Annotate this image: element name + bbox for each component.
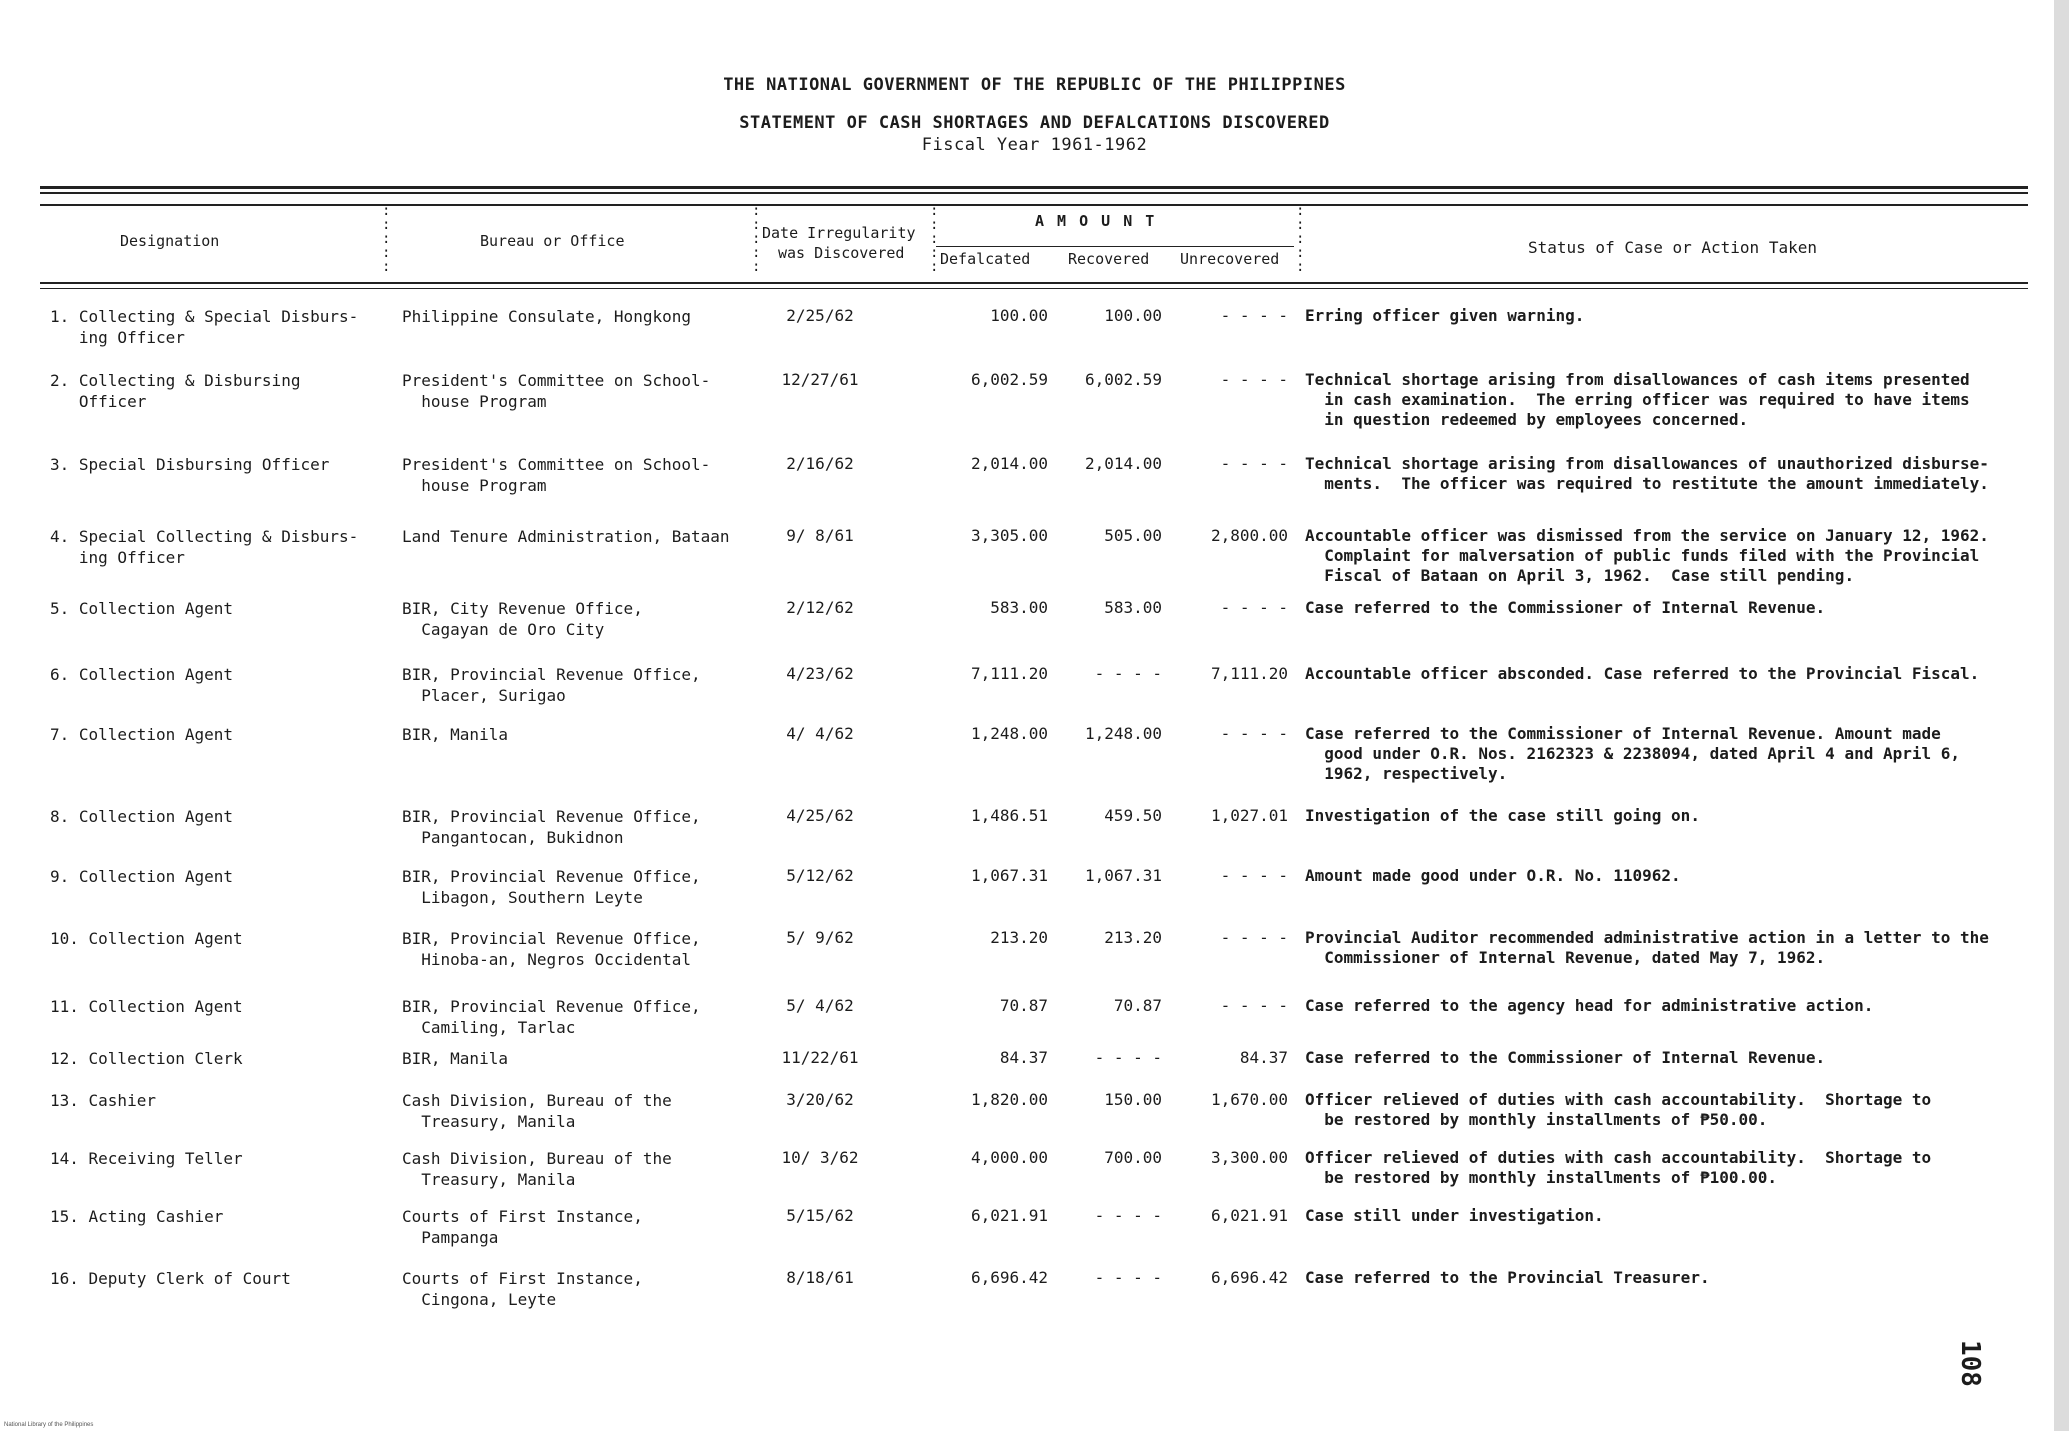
row-amount-defalcated: 583.00 bbox=[990, 598, 1048, 617]
col-recovered-header: Recovered bbox=[1068, 250, 1150, 268]
col-defalcated-header: Defalcated bbox=[940, 250, 1031, 268]
row-amount-unrecovered: 6,021.91 bbox=[1210, 1206, 1288, 1225]
row-designation: 16. Deputy Clerk of Court bbox=[50, 1269, 291, 1288]
row-date-discovered: 11/22/61 bbox=[781, 1048, 859, 1067]
row-amount-unrecovered: 7,111.20 bbox=[1210, 664, 1288, 683]
row-designation: 15. Acting Cashier bbox=[50, 1207, 224, 1226]
row-bureau: BIR, Manila bbox=[402, 725, 508, 744]
row-designation: 5. Collection Agent bbox=[50, 599, 234, 618]
row-status: Case referred to the Commissioner of Internal Revenue. bbox=[1305, 598, 1826, 617]
column-separator: : : : : : bbox=[752, 203, 761, 275]
row-bureau: BIR, Provincial Revenue Office, Placer, Surigao bbox=[402, 665, 701, 705]
row-amount-defalcated: 70.87 bbox=[999, 996, 1048, 1015]
page-number: 108 bbox=[1955, 1340, 1985, 1387]
header-rule-top-3 bbox=[40, 204, 2028, 206]
col-amount-header: A M O U N T bbox=[1035, 212, 1157, 230]
row-date-discovered: 5/ 9/62 bbox=[786, 928, 854, 947]
amount-group-rule bbox=[936, 246, 1294, 247]
row-amount-defalcated: 213.20 bbox=[990, 928, 1048, 947]
row-bureau: President's Committee on School- house Program bbox=[402, 371, 711, 411]
row-date-discovered: 4/ 4/62 bbox=[786, 724, 854, 743]
row-status: Case referred to the agency head for administrative action. bbox=[1305, 996, 1874, 1015]
row-designation: 3. Special Disbursing Officer bbox=[50, 455, 330, 474]
col-bureau-header: Bureau or Office bbox=[480, 232, 625, 250]
row-status: Case referred to the Commissioner of Internal Revenue. Amount made good under O.R. Nos. 2162323 & 2238094, dated April 4 and April 6, 1962, respectively. bbox=[1305, 724, 1961, 783]
row-designation: 13. Cashier bbox=[50, 1091, 156, 1110]
row-amount-recovered: 150.00 bbox=[1104, 1090, 1162, 1109]
row-amount-unrecovered: - - - - bbox=[1220, 598, 1288, 617]
row-date-discovered: 5/ 4/62 bbox=[786, 996, 854, 1015]
row-amount-recovered: 213.20 bbox=[1104, 928, 1162, 947]
row-amount-recovered: 6,002.59 bbox=[1084, 370, 1162, 389]
row-designation: 7. Collection Agent bbox=[50, 725, 234, 744]
row-status: Amount made good under O.R. No. 110962. bbox=[1305, 866, 1681, 885]
row-amount-recovered: - - - - bbox=[1094, 664, 1162, 683]
row-bureau: Cash Division, Bureau of the Treasury, Manila bbox=[402, 1149, 672, 1189]
row-amount-defalcated: 2,014.00 bbox=[970, 454, 1048, 473]
row-amount-recovered: 2,014.00 bbox=[1084, 454, 1162, 473]
row-date-discovered: 10/ 3/62 bbox=[781, 1148, 859, 1167]
row-amount-unrecovered: - - - - bbox=[1220, 370, 1288, 389]
row-bureau: BIR, City Revenue Office, Cagayan de Oro City bbox=[402, 599, 643, 639]
row-bureau: Courts of First Instance, Cingona, Leyte bbox=[402, 1269, 643, 1309]
row-date-discovered: 3/20/62 bbox=[786, 1090, 854, 1109]
row-amount-defalcated: 6,696.42 bbox=[970, 1268, 1048, 1287]
row-bureau: BIR, Provincial Revenue Office, Libagon, Southern Leyte bbox=[402, 867, 701, 907]
row-status: Accountable officer absconded. Case referred to the Provincial Fiscal. bbox=[1305, 664, 1980, 683]
row-amount-recovered: 100.00 bbox=[1104, 306, 1162, 325]
row-status: Technical shortage arising from disallowances of unauthorized disburse- ments. The officer was required to restitute the amount immediately. bbox=[1305, 454, 1989, 493]
row-amount-defalcated: 6,002.59 bbox=[970, 370, 1048, 389]
row-amount-unrecovered: - - - - bbox=[1220, 454, 1288, 473]
row-amount-recovered: - - - - bbox=[1094, 1206, 1162, 1225]
row-amount-defalcated: 3,305.00 bbox=[970, 526, 1048, 545]
row-date-discovered: 2/16/62 bbox=[786, 454, 854, 473]
header-rule-top-2 bbox=[40, 192, 2028, 194]
row-amount-defalcated: 4,000.00 bbox=[970, 1148, 1048, 1167]
row-designation: 12. Collection Clerk bbox=[50, 1049, 243, 1068]
col-status-header: Status of Case or Action Taken bbox=[1528, 238, 1817, 257]
row-status: Case referred to the Provincial Treasurer. bbox=[1305, 1268, 1710, 1287]
row-amount-unrecovered: - - - - bbox=[1220, 928, 1288, 947]
column-separator: : : : : : bbox=[930, 203, 939, 275]
row-status: Officer relieved of duties with cash accountability. Shortage to be restored by monthly installments of ₱100.00. bbox=[1305, 1148, 1932, 1187]
row-amount-recovered: 70.87 bbox=[1113, 996, 1162, 1015]
row-date-discovered: 4/23/62 bbox=[786, 664, 854, 683]
row-amount-defalcated: 1,067.31 bbox=[970, 866, 1048, 885]
library-footer: National Library of the Philippines bbox=[4, 1422, 94, 1428]
row-amount-unrecovered: 1,670.00 bbox=[1210, 1090, 1288, 1109]
column-separator: : : : : : bbox=[1296, 203, 1305, 275]
row-amount-defalcated: 1,820.00 bbox=[970, 1090, 1048, 1109]
fiscal-year: Fiscal Year 1961-1962 bbox=[921, 135, 1148, 155]
header-rule-bottom-2 bbox=[40, 288, 2028, 289]
row-designation: 6. Collection Agent bbox=[50, 665, 234, 684]
row-designation: 2. Collecting & Disbursing Officer bbox=[50, 371, 301, 411]
statement-title: STATEMENT OF CASH SHORTAGES AND DEFALCATIONS DISCOVERED bbox=[739, 113, 1330, 133]
col-designation-header: Designation bbox=[120, 232, 220, 250]
row-date-discovered: 4/25/62 bbox=[786, 806, 854, 825]
row-date-discovered: 5/12/62 bbox=[786, 866, 854, 885]
row-amount-unrecovered: 84.37 bbox=[1239, 1048, 1288, 1067]
row-designation: 1. Collecting & Special Disburs- ing Officer bbox=[50, 307, 359, 347]
row-status: Accountable officer was dismissed from the service on January 12, 1962. Complaint for malversation of public funds filed with the Provincial Fiscal of Bataan on April 3, 1962. Case still pending. bbox=[1305, 526, 1989, 585]
row-designation: 14. Receiving Teller bbox=[50, 1149, 243, 1168]
col-date-header-line1: Date Irregularity bbox=[762, 224, 916, 242]
col-unrecovered-header: Unrecovered bbox=[1180, 250, 1280, 268]
row-date-discovered: 2/25/62 bbox=[786, 306, 854, 325]
row-amount-unrecovered: - - - - bbox=[1220, 866, 1288, 885]
col-date-header-line2: was Discovered bbox=[778, 244, 905, 262]
government-title: THE NATIONAL GOVERNMENT OF THE REPUBLIC OF THE PHILIPPINES bbox=[723, 75, 1346, 95]
row-amount-unrecovered: 2,800.00 bbox=[1210, 526, 1288, 545]
row-amount-defalcated: 1,486.51 bbox=[970, 806, 1048, 825]
row-designation: 8. Collection Agent bbox=[50, 807, 234, 826]
row-bureau: BIR, Provincial Revenue Office, Camiling, Tarlac bbox=[402, 997, 701, 1037]
row-date-discovered: 5/15/62 bbox=[786, 1206, 854, 1225]
row-amount-defalcated: 6,021.91 bbox=[970, 1206, 1048, 1225]
row-status: Erring officer given warning. bbox=[1305, 306, 1585, 325]
header-rule-top bbox=[40, 186, 2028, 189]
row-designation: 9. Collection Agent bbox=[50, 867, 234, 886]
row-amount-defalcated: 1,248.00 bbox=[970, 724, 1048, 743]
row-bureau: Courts of First Instance, Pampanga bbox=[402, 1207, 643, 1247]
row-bureau: Cash Division, Bureau of the Treasury, Manila bbox=[402, 1091, 672, 1131]
row-amount-defalcated: 84.37 bbox=[999, 1048, 1048, 1067]
row-date-discovered: 8/18/61 bbox=[786, 1268, 854, 1287]
row-date-discovered: 9/ 8/61 bbox=[786, 526, 854, 545]
row-status: Investigation of the case still going on. bbox=[1305, 806, 1700, 825]
row-amount-defalcated: 7,111.20 bbox=[970, 664, 1048, 683]
row-bureau: Philippine Consulate, Hongkong bbox=[402, 307, 691, 326]
row-bureau: Land Tenure Administration, Bataan bbox=[402, 527, 730, 546]
row-bureau: President's Committee on School- house Program bbox=[402, 455, 711, 495]
row-amount-defalcated: 100.00 bbox=[990, 306, 1048, 325]
row-date-discovered: 2/12/62 bbox=[786, 598, 854, 617]
row-bureau: BIR, Manila bbox=[402, 1049, 508, 1068]
row-designation: 11. Collection Agent bbox=[50, 997, 243, 1016]
row-status: Technical shortage arising from disallowances of cash items presented in cash examination. The erring officer was required to have items in question redeemed by employees concerned. bbox=[1305, 370, 1970, 429]
row-bureau: BIR, Provincial Revenue Office, Hinoba-an, Negros Occidental bbox=[402, 929, 701, 969]
row-amount-recovered: 583.00 bbox=[1104, 598, 1162, 617]
row-amount-unrecovered: - - - - bbox=[1220, 996, 1288, 1015]
row-status: Officer relieved of duties with cash accountability. Shortage to be restored by monthly installments of ₱50.00. bbox=[1305, 1090, 1932, 1129]
row-amount-recovered: 459.50 bbox=[1104, 806, 1162, 825]
row-amount-recovered: 1,248.00 bbox=[1084, 724, 1162, 743]
header-rule-bottom bbox=[40, 282, 2028, 284]
row-amount-unrecovered: - - - - bbox=[1220, 724, 1288, 743]
row-status: Case referred to the Commissioner of Internal Revenue. bbox=[1305, 1048, 1826, 1067]
row-designation: 10. Collection Agent bbox=[50, 929, 243, 948]
row-status: Provincial Auditor recommended administrative action in a letter to the Commissioner of Internal Revenue, dated May 7, 1962. bbox=[1305, 928, 1989, 967]
row-bureau: BIR, Provincial Revenue Office, Pangantocan, Bukidnon bbox=[402, 807, 701, 847]
row-date-discovered: 12/27/61 bbox=[781, 370, 859, 389]
row-amount-recovered: - - - - bbox=[1094, 1268, 1162, 1287]
row-amount-unrecovered: 6,696.42 bbox=[1210, 1268, 1288, 1287]
row-designation: 4. Special Collecting & Disburs- ing Officer bbox=[50, 527, 359, 567]
row-amount-recovered: - - - - bbox=[1094, 1048, 1162, 1067]
row-amount-unrecovered: 3,300.00 bbox=[1210, 1148, 1288, 1167]
row-amount-unrecovered: 1,027.01 bbox=[1210, 806, 1288, 825]
row-amount-recovered: 1,067.31 bbox=[1084, 866, 1162, 885]
row-amount-recovered: 505.00 bbox=[1104, 526, 1162, 545]
row-status: Case still under investigation. bbox=[1305, 1206, 1604, 1225]
scan-edge bbox=[2054, 0, 2069, 1431]
column-separator: : : : : : bbox=[382, 203, 391, 275]
row-amount-unrecovered: - - - - bbox=[1220, 306, 1288, 325]
row-amount-recovered: 700.00 bbox=[1104, 1148, 1162, 1167]
